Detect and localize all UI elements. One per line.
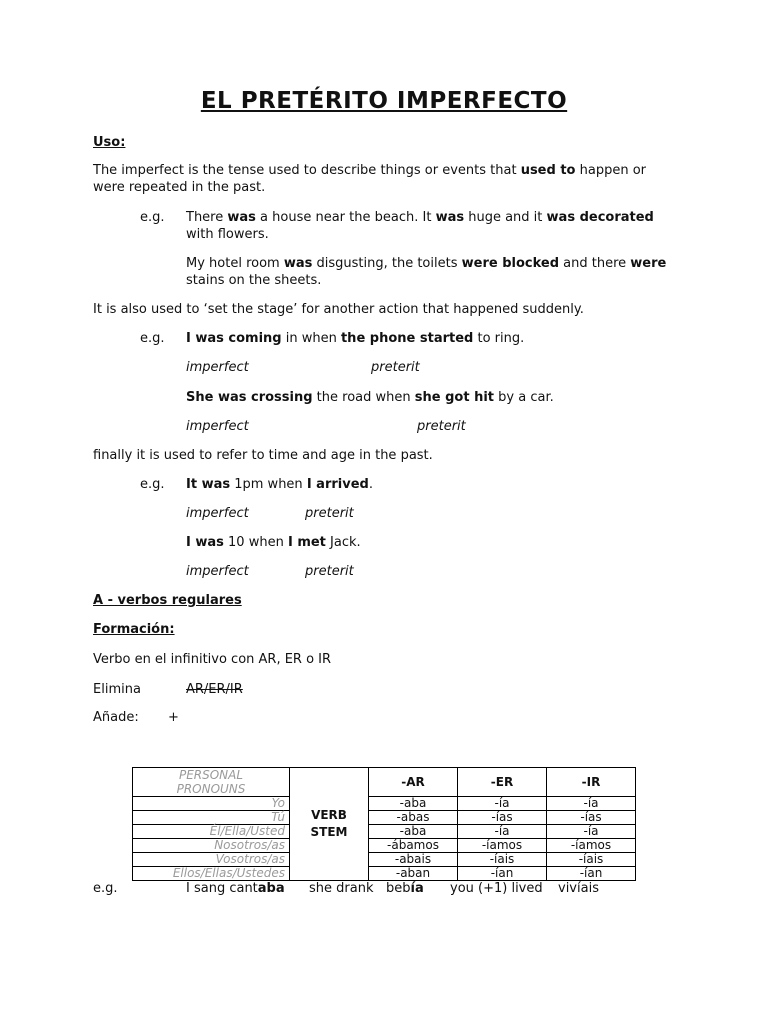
- ex1-d: was: [435, 210, 465, 225]
- intro-line-2: were repeated in the past.: [93, 180, 266, 195]
- label-preterit-4: preterit: [417, 419, 466, 434]
- ex2-f: were: [630, 256, 667, 271]
- example-2-line-2: stains on the sheets.: [186, 273, 322, 288]
- uso-heading: Uso:: [93, 135, 126, 150]
- example-sang: [186, 880, 285, 897]
- ex2-c: disgusting, the toilets: [312, 256, 462, 271]
- ending-ar: -ábamos: [369, 839, 458, 853]
- example-2-line-1: [186, 255, 666, 272]
- ex5-d: .: [368, 477, 373, 492]
- pronoun-cell: Vosotros/as: [133, 853, 290, 867]
- ending-ir: -íamos: [547, 839, 636, 853]
- page-title: EL PRETÉRITO IMPERFECTO: [200, 88, 568, 114]
- conjugation-table: [132, 767, 636, 881]
- ex1-f: was decorated: [546, 210, 654, 225]
- ending-er: -íais: [458, 853, 547, 867]
- example-1-line-1: [186, 209, 654, 226]
- example-lived-verb: vivíais: [558, 881, 599, 896]
- ending-er: -íamos: [458, 839, 547, 853]
- pronoun-cell: Él/Ella/Usted: [133, 825, 290, 839]
- ex1-b: was: [227, 210, 256, 225]
- intro-end: happen or: [575, 163, 646, 178]
- ending-ir: -íais: [547, 853, 636, 867]
- finally-sentence: finally it is used to refer to time and age in the past.: [93, 448, 433, 463]
- sang-ending: aba: [257, 881, 285, 896]
- regulares-heading: A - verbos regulares: [93, 593, 242, 608]
- ex5-b: 1pm when: [230, 477, 307, 492]
- pronoun-header: [133, 768, 290, 797]
- verbo-line: Verbo en el infinitivo con AR, ER o IR: [93, 652, 332, 667]
- ex3-b: in when: [281, 331, 341, 346]
- formacion-heading: Formación:: [93, 622, 175, 637]
- ending-ir: -ía: [547, 797, 636, 811]
- label-preterit-6: preterit: [305, 564, 354, 579]
- ending-ar: -abas: [369, 811, 458, 825]
- table-row: [133, 867, 636, 881]
- pronoun-cell: Ellos/Ellas/Ustedes: [133, 867, 290, 881]
- ex1-c: a house near the beach. It: [255, 210, 436, 225]
- ex2-a: My hotel room: [186, 256, 284, 271]
- pronoun-header-line-1: PERSONAL: [178, 768, 244, 782]
- ending-er: -ían: [458, 867, 547, 881]
- anade-label: Añade:: [93, 710, 139, 725]
- verb-stem-cell: [290, 768, 369, 881]
- ending-er: -ías: [458, 811, 547, 825]
- stage-sentence: It is also used to ‘set the stage’ for another action that happened suddenly.: [93, 302, 584, 317]
- drank-ending: ía: [410, 881, 424, 896]
- ending-ar: -abais: [369, 853, 458, 867]
- drank-stem: beb: [386, 881, 411, 896]
- label-imperfect-4: imperfect: [186, 419, 249, 434]
- ex3-d: to ring.: [473, 331, 525, 346]
- ex2-b: was: [283, 256, 313, 271]
- ex1-a: There: [186, 210, 228, 225]
- ex3-a: I was coming: [186, 331, 282, 346]
- ending-ir: -ías: [547, 811, 636, 825]
- eg-label-2: e.g.: [140, 331, 165, 346]
- table-row: [133, 825, 636, 839]
- example-4: [186, 389, 554, 406]
- ex4-b: the road when: [312, 390, 415, 405]
- example-drank-verb: [386, 880, 424, 897]
- ending-ar: -aba: [369, 797, 458, 811]
- table-row: [133, 839, 636, 853]
- table-header-row: [133, 768, 636, 797]
- ex1-e: huge and it: [464, 210, 547, 225]
- ex6-d: Jack.: [325, 535, 361, 550]
- verb-stem-line-2: STEM: [310, 825, 348, 839]
- pronoun-header-line-2: PRONOUNS: [176, 782, 246, 796]
- elimina-label: Elimina: [93, 682, 141, 697]
- label-imperfect-6: imperfect: [186, 564, 249, 579]
- col-header-ir: -IR: [547, 768, 636, 797]
- ex6-b: 10 when: [223, 535, 288, 550]
- anade-plus: +: [168, 710, 179, 725]
- pronoun-cell: Nosotros/as: [133, 839, 290, 853]
- table-row: [133, 811, 636, 825]
- ending-ar: -aban: [369, 867, 458, 881]
- ex2-e: and there: [559, 256, 631, 271]
- eg-label-3: e.g.: [140, 477, 165, 492]
- ex4-d: by a car.: [494, 390, 554, 405]
- example-5: [186, 476, 373, 493]
- ex5-a: It was: [186, 477, 231, 492]
- intro-line-1: [93, 162, 646, 179]
- example-3: [186, 330, 524, 347]
- ending-er: -ía: [458, 797, 547, 811]
- label-preterit-5: preterit: [305, 506, 354, 521]
- pronoun-cell: Tú: [133, 811, 290, 825]
- col-header-ar: -AR: [369, 768, 458, 797]
- ending-ir: -ía: [547, 825, 636, 839]
- label-preterit-3: preterit: [371, 360, 420, 375]
- ex2-d: were blocked: [461, 256, 560, 271]
- example-lived-label: you (+1) lived: [450, 881, 543, 896]
- col-header-er: -ER: [458, 768, 547, 797]
- ex6-c: I met: [287, 535, 326, 550]
- table-row: [133, 797, 636, 811]
- elimina-value: AR/ER/IR: [186, 682, 243, 697]
- table-row: [133, 853, 636, 867]
- eg-label-4: e.g.: [93, 881, 118, 896]
- pronoun-cell: Yo: [133, 797, 290, 811]
- ex3-c: the phone started: [340, 331, 474, 346]
- intro-text: The imperfect is the tense used to describe things or events that: [93, 163, 521, 178]
- ex4-c: she got hit: [414, 390, 495, 405]
- ex5-c: I arrived: [306, 477, 369, 492]
- example-1-line-2: with flowers.: [186, 227, 269, 242]
- ex6-a: I was: [186, 535, 224, 550]
- eg-label-1: e.g.: [140, 210, 165, 225]
- verb-stem-line-1: VERB: [311, 808, 347, 822]
- label-imperfect-3: imperfect: [186, 360, 249, 375]
- example-6: [186, 534, 361, 551]
- label-imperfect-5: imperfect: [186, 506, 249, 521]
- ex4-a: She was crossing: [186, 390, 313, 405]
- ending-er: -ía: [458, 825, 547, 839]
- ending-ir: -ían: [547, 867, 636, 881]
- ending-ar: -aba: [369, 825, 458, 839]
- sang-text: I sang cant: [186, 881, 258, 896]
- intro-bold: used to: [520, 163, 576, 178]
- example-drank-label: she drank: [309, 881, 374, 896]
